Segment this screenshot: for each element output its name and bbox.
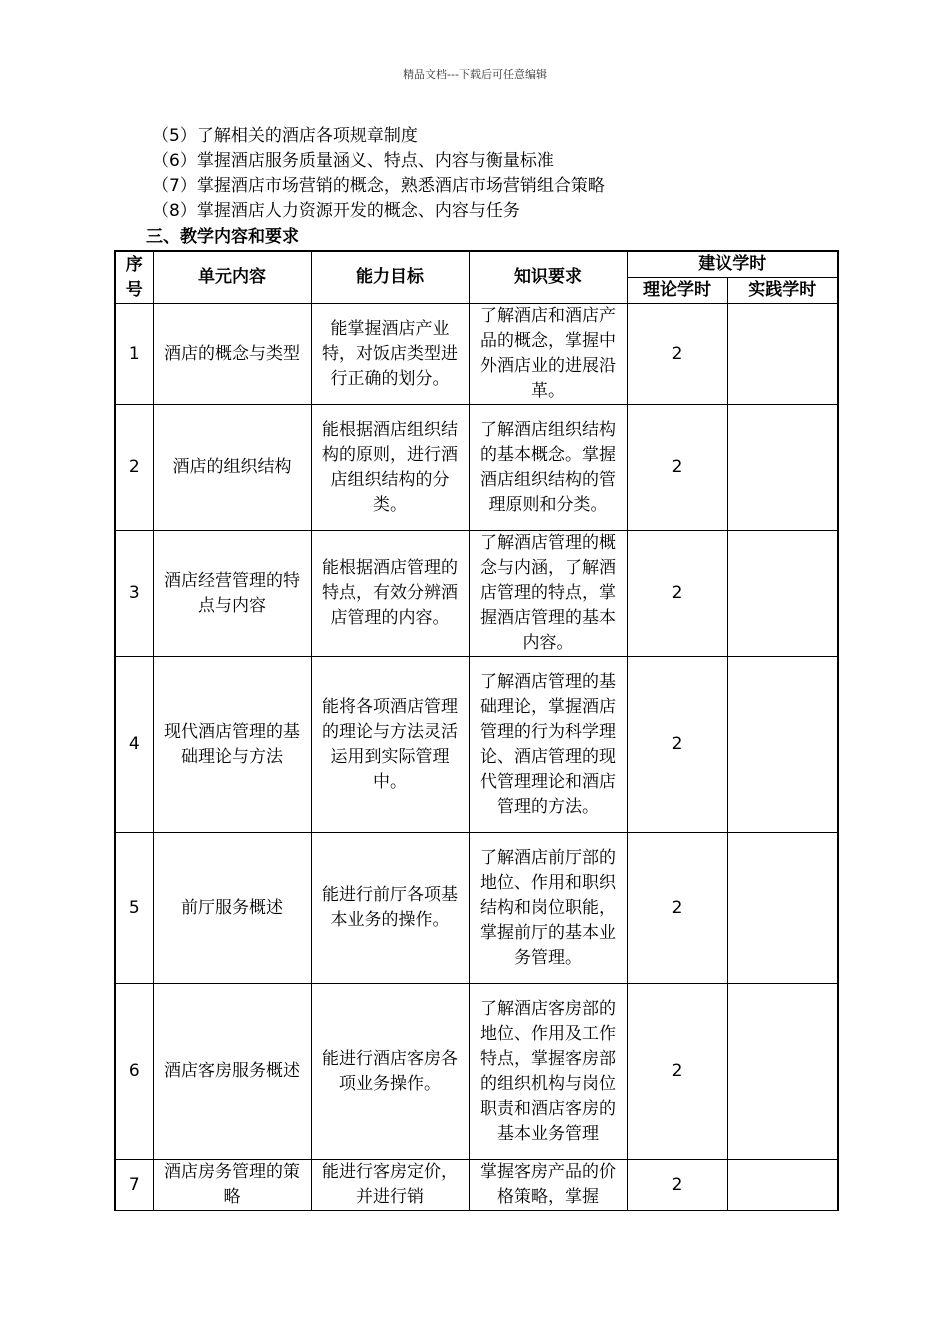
cell-seq: 1 xyxy=(115,304,153,405)
cell-practice xyxy=(727,833,838,984)
cell-theory: 2 xyxy=(627,304,727,405)
cell-knowledge: 掌握客房产品的价格策略，掌握 xyxy=(469,1160,627,1211)
objective-item: （5）了解相关的酒店各项规章制度 xyxy=(152,126,418,146)
cell-theory: 2 xyxy=(627,657,727,833)
table-row xyxy=(115,1160,838,1211)
cell-unit: 酒店的组织结构 xyxy=(153,405,311,531)
cell-knowledge: 了解酒店和酒店产品的概念，掌握中外酒店业的进展沿革。 xyxy=(469,304,627,405)
cell-ability: 能根据酒店管理的特点，有效分辨酒店管理的内容。 xyxy=(311,531,469,657)
cell-practice xyxy=(727,531,838,657)
cell-practice xyxy=(727,1160,838,1211)
cell-practice xyxy=(727,657,838,833)
table-row xyxy=(115,984,838,1160)
cell-unit: 酒店的概念与类型 xyxy=(153,304,311,405)
cell-theory: 2 xyxy=(627,531,727,657)
cell-theory: 2 xyxy=(627,1160,727,1211)
cell-seq: 4 xyxy=(115,657,153,833)
objective-item: （7）掌握酒店市场营销的概念，熟悉酒店市场营销组合策略 xyxy=(152,176,605,196)
cell-theory: 2 xyxy=(627,984,727,1160)
cell-unit: 前厅服务概述 xyxy=(153,833,311,984)
cell-theory: 2 xyxy=(627,833,727,984)
cell-knowledge: 了解酒店管理的概念与内涵，了解酒店管理的特点，掌握酒店管理的基本内容。 xyxy=(469,531,627,657)
cell-ability: 能掌握酒店产业特，对饭店类型进行正确的划分。 xyxy=(311,304,469,405)
objective-item: （8）掌握酒店人力资源开发的概念、内容与任务 xyxy=(152,201,520,221)
section-title: 三、教学内容和要求 xyxy=(146,227,299,247)
objective-item: （6）掌握酒店服务质量涵义、特点、内容与衡量标准 xyxy=(152,151,554,171)
cell-seq: 6 xyxy=(115,984,153,1160)
header-hours: 建议学时 xyxy=(627,251,838,278)
cell-knowledge: 了解酒店前厅部的地位、作用和职织结构和岗位职能，掌握前厅的基本业务管理。 xyxy=(469,833,627,984)
cell-seq: 7 xyxy=(115,1160,153,1211)
cell-ability: 能将各项酒店管理的理论与方法灵活运用到实际管理中。 xyxy=(311,657,469,833)
header-seq: 序号 xyxy=(115,251,153,304)
cell-practice xyxy=(727,984,838,1160)
cell-knowledge: 了解酒店管理的基础理论，掌握酒店管理的行为科学理论、酒店管理的现代管理理论和酒店管理的方法。 xyxy=(469,657,627,833)
cell-unit: 酒店房务管理的策略 xyxy=(153,1160,311,1211)
cell-practice xyxy=(727,405,838,531)
cell-ability: 能进行客房定价，并进行销 xyxy=(311,1160,469,1211)
teaching-content-table xyxy=(114,250,839,1211)
header-knowledge: 知识要求 xyxy=(469,251,627,304)
cell-knowledge: 了解酒店组织结构的基本概念。掌握酒店组织结构的管理原则和分类。 xyxy=(469,405,627,531)
table-row xyxy=(115,833,838,984)
cell-knowledge: 了解酒店客房部的地位、作用及工作特点，掌握客房部的组织机构与岗位职责和酒店客房的基本业务管理 xyxy=(469,984,627,1160)
cell-seq: 2 xyxy=(115,405,153,531)
cell-ability: 能根据酒店组织结构的原则，进行酒店组织结构的分类。 xyxy=(311,405,469,531)
cell-practice xyxy=(727,304,838,405)
cell-ability: 能进行酒店客房各项业务操作。 xyxy=(311,984,469,1160)
cell-theory: 2 xyxy=(627,405,727,531)
cell-unit: 现代酒店管理的基础理论与方法 xyxy=(153,657,311,833)
header-practice: 实践学时 xyxy=(727,278,838,304)
header-ability: 能力目标 xyxy=(311,251,469,304)
header-unit: 单元内容 xyxy=(153,251,311,304)
table-row xyxy=(115,405,838,531)
cell-unit: 酒店客房服务概述 xyxy=(153,984,311,1160)
cell-unit: 酒店经营管理的特点与内容 xyxy=(153,531,311,657)
page-header: 精品文档---下载后可任意编辑 xyxy=(403,68,547,81)
cell-seq: 5 xyxy=(115,833,153,984)
cell-seq: 3 xyxy=(115,531,153,657)
header-theory: 理论学时 xyxy=(627,278,727,304)
table-row xyxy=(115,531,838,657)
table-row xyxy=(115,304,838,405)
table-row xyxy=(115,657,838,833)
cell-ability: 能进行前厅各项基本业务的操作。 xyxy=(311,833,469,984)
